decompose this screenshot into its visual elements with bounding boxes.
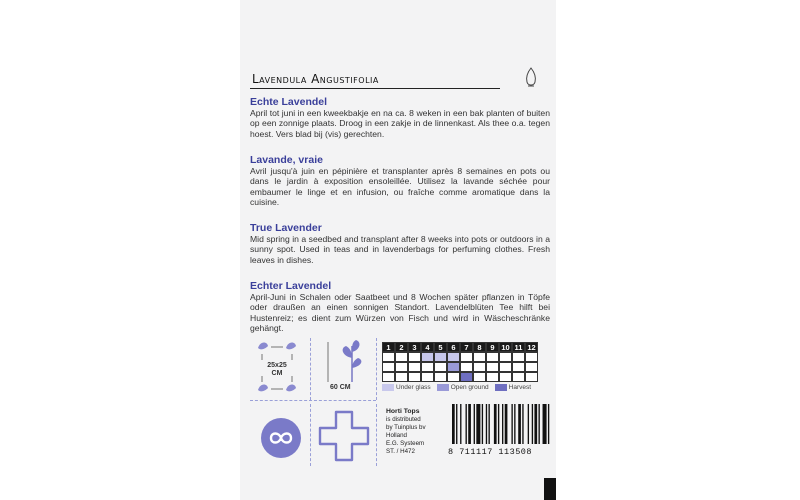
- month-cell: [525, 352, 538, 362]
- distributor-line: by Tuinplus bv: [386, 424, 426, 431]
- barcode-digits: 8 711117 113508: [448, 447, 533, 457]
- month-cell: [434, 362, 447, 372]
- divider: [376, 338, 377, 400]
- barcode-bar: [548, 404, 549, 444]
- barcode-bar: [476, 404, 480, 444]
- month-cell: [408, 362, 421, 372]
- barcode-bar: [511, 404, 512, 444]
- month-cell: 9: [486, 342, 499, 352]
- harvest-row: [382, 372, 538, 382]
- distributor-name: Horti Tops: [386, 408, 420, 415]
- calendar-legend: [382, 384, 531, 391]
- month-cell: [447, 352, 460, 362]
- month-cell: 8: [473, 342, 486, 352]
- barcode-bar: [502, 404, 503, 444]
- distributor-line: E.G. Systeem: [386, 440, 425, 447]
- month-cell: [499, 372, 512, 382]
- month-cell: [486, 352, 499, 362]
- barcode-bar: [452, 404, 455, 444]
- barcode-bar: [460, 404, 461, 444]
- divider: [250, 400, 376, 401]
- distributor-line: is distributed: [386, 416, 421, 423]
- section-german: [250, 280, 550, 334]
- month-cell: [473, 362, 486, 372]
- legend-open-ground: [437, 384, 489, 391]
- barcode-bar: [482, 404, 483, 444]
- annual-panel: [252, 408, 310, 468]
- spacing-label-top: 25x25: [267, 362, 287, 369]
- barcode-bar: [528, 404, 529, 444]
- under-glass-row: [382, 352, 538, 362]
- plant-height-icon: [316, 338, 372, 390]
- height-panel: [316, 338, 372, 398]
- month-cell: [421, 352, 434, 362]
- seed-packet-back: [240, 0, 556, 500]
- month-cell: 10: [499, 342, 512, 352]
- month-cell: [473, 352, 486, 362]
- month-cell: [486, 372, 499, 382]
- barcode-bar: [474, 404, 475, 444]
- month-cell: 6: [447, 342, 460, 352]
- month-cell: [408, 352, 421, 362]
- month-cell: [434, 372, 447, 382]
- spacing-label-bottom: CM: [271, 370, 283, 377]
- month-cell: [486, 362, 499, 372]
- barcode-bar: [468, 404, 471, 444]
- legend-under-glass: [382, 384, 431, 391]
- cross-icon: [316, 406, 372, 466]
- section-body: April-Juni in Schalen oder Saatbeet und 8 Wochen später pflanzen in Töpfe oder draußen an einen sonnigen Standort. Lavendelblüten Tee hilft bei Hustenreiz; es dient zum Würzen von Fisch und wird in Wäscheschränke gehängt.: [250, 292, 550, 334]
- barcode-bar: [505, 404, 508, 444]
- month-cell: [408, 372, 421, 382]
- title-bar: [250, 70, 500, 89]
- month-cell: [395, 372, 408, 382]
- divider: [376, 404, 377, 466]
- section-english: [250, 222, 550, 265]
- open-ground-row: [382, 362, 538, 372]
- month-cell: 4: [421, 342, 434, 352]
- barcode-bar: [466, 404, 467, 444]
- month-cell: [395, 352, 408, 362]
- month-cell: 7: [460, 342, 473, 352]
- barcode-bar: [514, 404, 515, 444]
- month-cell: [382, 362, 395, 372]
- section-heading: Lavande, vraie: [250, 154, 323, 166]
- month-cell: 11: [512, 342, 525, 352]
- section-body: Mid spring in a seedbed and transplant after 8 weeks into pots or outdoors in a sunny spot. Used in teas and in lavenderbags for perfuming clothes. Fresh leaves in dishes.: [250, 234, 550, 265]
- month-cell: [512, 362, 525, 372]
- month-cell: [512, 372, 525, 382]
- month-cell: [499, 362, 512, 372]
- legend-label: Harvest: [508, 384, 532, 392]
- barcode-bar: [498, 404, 499, 444]
- section-dutch: [250, 96, 550, 139]
- month-cell: 12: [525, 342, 538, 352]
- barcode-bar: [486, 404, 487, 444]
- section-body: Avril jusqu'à juin en pépinière et transplanter après 8 semaines en pots ou dans le jardin à exposition ensoleillée. Utilisez la lavande séchée pour embaumer le linge et en infusion, ou fraîche comme aromatique dans la cuisine.: [250, 166, 550, 208]
- section-heading: Echter Lavendel: [250, 280, 332, 292]
- plant-title: Lavendula Angustifolia: [252, 72, 379, 86]
- barcode: [452, 404, 552, 452]
- packet-edge-mark: [544, 478, 556, 500]
- barcode-bar: [538, 404, 539, 444]
- month-cell: 1: [382, 342, 395, 352]
- month-cell: [473, 372, 486, 382]
- month-cell: [382, 372, 395, 382]
- seedling-icon: [522, 66, 540, 90]
- month-cell: [460, 372, 473, 382]
- month-cell: [460, 362, 473, 372]
- perennial-icon: [252, 408, 310, 468]
- month-header-row: [382, 342, 538, 352]
- distributor-info: [386, 408, 426, 456]
- month-cell: [512, 352, 525, 362]
- legend-label: Open ground: [450, 384, 489, 392]
- month-cell: [525, 362, 538, 372]
- month-cell: [434, 352, 447, 362]
- month-cell: [499, 352, 512, 362]
- barcode-bar: [522, 404, 523, 444]
- section-body: April tot juni in een kweekbakje en na ca. 8 weken in een bak planten of buiten op een zonnige plaats. Droog in een zakje in de linnenkast. Als thee o.a. tegen hoest. Vers blad bij (vis) gerechten.: [250, 108, 550, 139]
- month-cell: 3: [408, 342, 421, 352]
- month-cell: [421, 362, 434, 372]
- barcode-bar: [494, 404, 497, 444]
- month-cell: [460, 352, 473, 362]
- barcode-bar: [488, 404, 489, 444]
- section-heading: True Lavender: [250, 222, 322, 234]
- month-cell: [447, 372, 460, 382]
- section-heading: Echte Lavendel: [250, 96, 328, 108]
- barcode-bar: [456, 404, 457, 444]
- barcode-bar: [534, 404, 537, 444]
- divider: [310, 404, 311, 466]
- barcode-bar: [518, 404, 521, 444]
- legend-harvest: [495, 384, 531, 391]
- height-label: 60 CM: [330, 384, 351, 391]
- barcode-bar: [532, 404, 533, 444]
- month-cell: [382, 352, 395, 362]
- month-cell: [525, 372, 538, 382]
- month-cell: [421, 372, 434, 382]
- distributor-line: Holland: [386, 432, 407, 439]
- distributor-line: ST. / H472: [386, 448, 415, 455]
- month-cell: [447, 362, 460, 372]
- month-cell: [395, 362, 408, 372]
- month-cell: 5: [434, 342, 447, 352]
- section-french: [250, 154, 550, 208]
- legend-label: Under glass: [396, 384, 431, 392]
- month-cell: 2: [395, 342, 408, 352]
- sowing-cross-panel: [316, 406, 372, 466]
- divider: [310, 338, 311, 400]
- barcode-bar: [543, 404, 547, 444]
- spacing-panel: [252, 338, 302, 398]
